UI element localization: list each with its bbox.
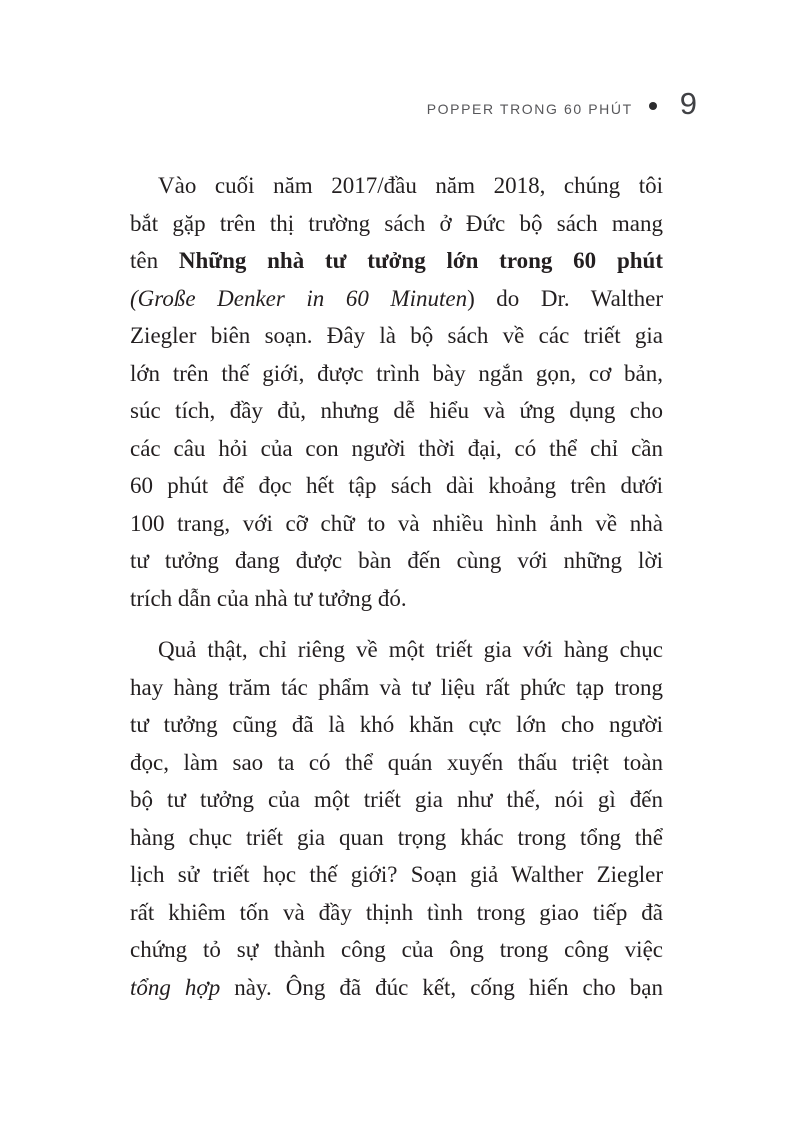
text-line — [130, 392, 663, 430]
text-run: tư tưởng đang được bàn đến cùng với những lời — [130, 548, 663, 573]
text-run: hay hàng trăm tác phẩm và tư liệu rất phức tạp trong — [130, 674, 663, 700]
text-line — [130, 167, 663, 205]
text-run: bắt gặp trên thị trường sách ở Đức bộ sách mang — [130, 210, 663, 236]
text-run: súc tích, đầy đủ, nhưng dễ hiểu và ứng dụng cho — [130, 398, 663, 423]
text-run: này. Ông đã đúc kết, cống hiến cho bạn — [220, 974, 663, 1000]
text-line — [130, 931, 663, 969]
text-run: hàng chục triết gia quan trọng khác trong tổng thể — [130, 824, 663, 850]
text-line — [130, 819, 663, 857]
text-line — [130, 505, 663, 543]
italic-text-run: (Große Denker in 60 Minuten — [130, 285, 468, 311]
text-run: lịch sử triết học thế giới? Soạn giả Walther Ziegler — [130, 862, 663, 887]
page-number: 9 — [679, 86, 697, 121]
text-run: lớn trên thế giới, được trình bày ngắn gọn, cơ bản, — [130, 360, 663, 386]
text-line — [130, 242, 663, 280]
text-run: tư tưởng cũng đã là khó khăn cực lớn cho người — [130, 712, 663, 737]
text-run: Vào cuối năm 2017/đầu năm 2018, chúng tôi — [158, 173, 663, 198]
text-run: đọc, làm sao ta có thể quán xuyến thấu triệt toàn — [130, 749, 663, 775]
text-line — [130, 542, 663, 580]
text-line — [130, 669, 663, 707]
text-run: chứng tỏ sự thành công của ông trong công việc — [130, 937, 663, 962]
text-run: Quả thật, chỉ riêng về một triết gia với hàng chục — [158, 637, 663, 662]
page-header — [427, 86, 697, 122]
text-run: các câu hỏi của con người thời đại, có thể chỉ cần — [130, 435, 663, 461]
text-run: 100 trang, với cỡ chữ to và nhiều hình ảnh về nhà — [130, 510, 663, 536]
text-line — [130, 969, 663, 1007]
page-body — [130, 167, 663, 1006]
text-line — [130, 781, 663, 819]
text-line — [130, 280, 663, 318]
text-line — [130, 894, 663, 932]
text-line — [130, 631, 663, 669]
text-line — [130, 580, 663, 618]
text-run: bộ tư tưởng của một triết gia như thế, nói gì đến — [130, 787, 663, 812]
running-title: POPPER TRONG 60 PHÚT — [426, 101, 633, 117]
text-line — [130, 706, 663, 744]
text-run: rất khiêm tốn và đầy thịnh tình trong giao tiếp đã — [130, 899, 663, 925]
text-run: Ziegler biên soạn. Đây là bộ sách về các triết gia — [130, 323, 663, 348]
text-line — [130, 744, 663, 782]
text-run: trích dẫn của nhà tư tưởng đó. — [130, 585, 407, 611]
text-run: tên — [130, 248, 179, 273]
bold-text-run: Những nhà tư tưởng lớn trong 60 phút — [178, 248, 663, 273]
text-run: ) do Dr. Walther — [467, 285, 663, 311]
paragraph — [130, 167, 663, 617]
text-line — [130, 317, 663, 355]
italic-text-run: tổng hợp — [130, 974, 221, 1000]
separator-dot-icon — [649, 102, 657, 110]
paragraph — [130, 631, 663, 1006]
text-line — [130, 205, 663, 243]
text-run: 60 phút để đọc hết tập sách dài khoảng trên dưới — [130, 473, 663, 498]
text-line — [130, 355, 663, 393]
text-line — [130, 467, 663, 505]
text-line — [130, 856, 663, 894]
text-line — [130, 430, 663, 468]
